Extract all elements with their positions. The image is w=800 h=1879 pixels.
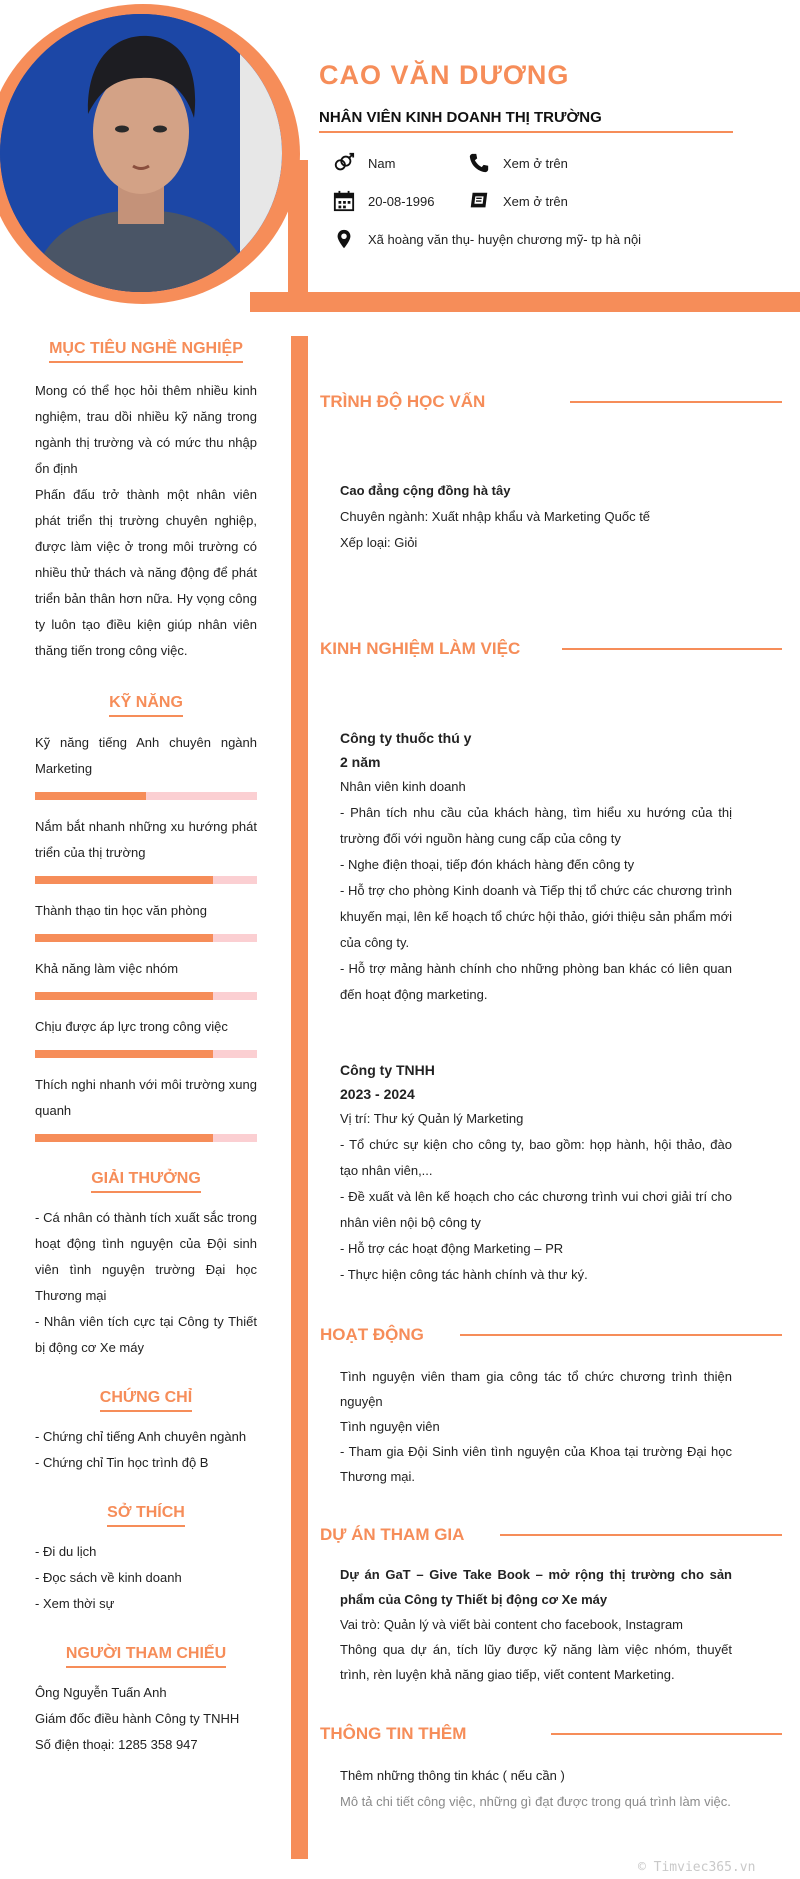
skill-bar bbox=[35, 1050, 257, 1058]
education-body bbox=[340, 478, 732, 556]
job-title-underline bbox=[319, 131, 733, 133]
job-position: Nhân viên kinh doanh bbox=[340, 779, 466, 794]
experience-header bbox=[320, 639, 782, 659]
hobby-line: - Đi du lịch bbox=[35, 1544, 97, 1559]
skill-label: Thích nghi nhanh với môi trường xung quanh bbox=[35, 1077, 257, 1118]
skill-label: Khả năng làm việc nhóm bbox=[35, 961, 179, 976]
job-position: Vị trí: Thư ký Quản lý Marketing bbox=[340, 1111, 524, 1126]
activities-body bbox=[340, 1364, 732, 1489]
skill-label: Thành thạo tin học văn phòng bbox=[35, 903, 208, 918]
job-duty: - Thực hiện công tác hành chính và thư ký. bbox=[340, 1267, 588, 1282]
avatar bbox=[0, 14, 282, 292]
email-icon bbox=[467, 189, 491, 213]
hobby-line: - Đọc sách về kinh doanh bbox=[35, 1570, 182, 1585]
skill-bar-fill bbox=[35, 792, 146, 800]
education-major: Chuyên ngành: Xuất nhập khẩu và Marketing Quốc tế bbox=[340, 509, 651, 524]
skills-section bbox=[35, 694, 257, 1142]
awards-heading: GIẢI THƯỞNG bbox=[91, 1170, 201, 1193]
watermark: © Timviec365.vn bbox=[638, 1860, 756, 1875]
projects-heading: DỰ ÁN THAM GIA bbox=[320, 1525, 465, 1544]
job-duty: - Hỗ trợ các hoạt động Marketing – PR bbox=[340, 1241, 564, 1256]
hobbies-section bbox=[35, 1504, 257, 1617]
skill-label: Nắm bắt nhanh những xu hướng phát triển của thị trường bbox=[35, 819, 257, 860]
school-name: Cao đẳng cộng đồng hà tây bbox=[340, 483, 511, 498]
additional-description: Mô tả chi tiết công việc, những gì đạt được trong quá trình làm việc. bbox=[340, 1794, 731, 1809]
hobby-line: - Xem thời sự bbox=[35, 1596, 115, 1611]
company-name: Công ty thuốc thú y bbox=[340, 730, 472, 746]
header-accent-vertical bbox=[288, 160, 308, 300]
job-title: NHÂN VIÊN KINH DOANH THỊ TRƯỜNG bbox=[319, 109, 602, 126]
skill-bar-fill bbox=[35, 992, 213, 1000]
birthday-value: 20-08-1996 bbox=[368, 193, 435, 209]
awards-section bbox=[35, 1170, 257, 1361]
certificate-line: - Chứng chỉ tiếng Anh chuyên ngành bbox=[35, 1429, 247, 1444]
job-duty: - Đề xuất và lên kế hoạch cho các chương trình vui chơi giải trí cho nhân viên nội bộ công ty bbox=[340, 1189, 732, 1230]
additional-line: Thêm những thông tin khác ( nếu cần ) bbox=[340, 1768, 565, 1783]
activities-rule bbox=[460, 1334, 782, 1336]
job-duty: - Tổ chức sự kiện cho công ty, bao gồm: họp hành, hội thảo, đào tạo nhân viên,... bbox=[340, 1137, 732, 1178]
project-result: Thông qua dự án, tích lũy được kỹ năng làm việc nhóm, thuyết trình, rèn luyện khả năng giao tiếp, viết content Marketing. bbox=[340, 1642, 732, 1682]
skill-bar bbox=[35, 992, 257, 1000]
hobbies-heading: SỞ THÍCH bbox=[107, 1504, 185, 1527]
activity-line: Tình nguyện viên bbox=[340, 1419, 440, 1434]
birthday-row bbox=[332, 189, 435, 213]
objective-paragraph: Phấn đấu trở thành một nhân viên phát triển thị trường chuyên nghiệp, được làm việc ở trong môi trường có nhiều thử thách và năng động để phát triển bản thân hơn nữa. Hy vọng công ty luôn tạo điều kiện giúp nhân viên thăng tiến trong công việc. bbox=[35, 487, 257, 658]
skill-bar-fill bbox=[35, 934, 213, 942]
gender-icon bbox=[332, 151, 356, 175]
education-header bbox=[320, 392, 782, 412]
job-period: 2 năm bbox=[340, 754, 381, 770]
project-name: Dự án GaT – Give Take Book – mở rộng thị trường cho sản phẩm của Công ty Thiết bị động cơ Xe máy bbox=[340, 1567, 732, 1607]
column-divider bbox=[291, 336, 308, 1859]
experience-heading: KINH NGHIỆM LÀM VIỆC bbox=[320, 639, 521, 658]
job-duty: - Hỗ trợ mảng hành chính cho những phòng ban khác có liên quan đến hoạt động marketing. bbox=[340, 961, 732, 1002]
education-rule bbox=[570, 401, 782, 403]
experience-rule bbox=[562, 648, 782, 650]
candidate-name: CAO VĂN DƯƠNG bbox=[319, 60, 570, 90]
additional-rule bbox=[551, 1733, 782, 1735]
phone-value: Xem ở trên bbox=[503, 155, 568, 171]
award-line: - Cá nhân có thành tích xuất sắc trong hoạt động tình nguyện của Đội sinh viên tình nguyện trường Đại học Thương mại bbox=[35, 1210, 257, 1303]
project-role: Vai trò: Quản lý và viết bài content cho facebook, Instagram bbox=[340, 1617, 684, 1632]
portrait-photo bbox=[0, 14, 282, 292]
certificates-section bbox=[35, 1389, 257, 1476]
email-value: Xem ở trên bbox=[503, 193, 568, 209]
skill-bar bbox=[35, 1134, 257, 1142]
left-column bbox=[35, 340, 257, 1758]
objective-heading: MỤC TIÊU NGHỀ NGHIỆP bbox=[49, 340, 243, 363]
skill-label: Kỹ năng tiếng Anh chuyên ngành Marketing bbox=[35, 735, 257, 776]
phone-icon bbox=[467, 151, 491, 175]
activity-line: - Tham gia Đội Sinh viên tình nguyện của Khoa tại trường Đại học Thương mại. bbox=[340, 1444, 732, 1484]
reference-line: Số điện thoại: 1285 358 947 bbox=[35, 1737, 198, 1752]
activities-header bbox=[320, 1325, 782, 1345]
award-line: - Nhân viên tích cực tại Công ty Thiết bị động cơ Xe máy bbox=[35, 1314, 257, 1355]
references-section bbox=[35, 1645, 257, 1758]
experience-job bbox=[340, 726, 732, 1008]
company-name: Công ty TNHH bbox=[340, 1062, 435, 1078]
additional-body bbox=[340, 1763, 732, 1815]
skill-label: Chịu được áp lực trong công việc bbox=[35, 1019, 228, 1034]
gender-value: Nam bbox=[368, 155, 396, 171]
job-duty: - Hỗ trợ cho phòng Kinh doanh và Tiếp thị tổ chức các chương trình khuyến mại, lên kế hoạch tổ chức hội thảo, giới thiệu sản phẩm mới của công ty. bbox=[340, 883, 732, 950]
reference-line: Giám đốc điều hành Công ty TNHH bbox=[35, 1711, 240, 1726]
job-duty: - Nghe điện thoại, tiếp đón khách hàng đến công ty bbox=[340, 857, 635, 872]
skills-heading: KỸ NĂNG bbox=[109, 694, 183, 717]
calendar-icon bbox=[332, 189, 356, 213]
address-row bbox=[332, 227, 641, 251]
activities-heading: HOẠT ĐỘNG bbox=[320, 1325, 424, 1344]
header-accent-horizontal bbox=[250, 292, 800, 312]
certificate-line: - Chứng chỉ Tin học trình độ B bbox=[35, 1455, 209, 1470]
reference-line: Ông Nguyễn Tuấn Anh bbox=[35, 1685, 167, 1700]
additional-heading: THÔNG TIN THÊM bbox=[320, 1724, 467, 1743]
phone-row bbox=[467, 151, 568, 175]
projects-header bbox=[320, 1525, 782, 1545]
location-icon bbox=[332, 227, 356, 251]
education-grade: Xếp loại: Giỏi bbox=[340, 535, 418, 550]
address-value: Xã hoàng văn thụ- huyện chương mỹ- tp hà nội bbox=[368, 231, 642, 247]
projects-body bbox=[340, 1562, 732, 1687]
skill-bar-fill bbox=[35, 876, 213, 884]
activity-line: Tình nguyện viên tham gia công tác tổ chức chương trình thiện nguyện bbox=[340, 1369, 732, 1409]
skill-bar-fill bbox=[35, 1134, 213, 1142]
skill-bar bbox=[35, 876, 257, 884]
email-row bbox=[467, 189, 568, 213]
skill-bar bbox=[35, 792, 257, 800]
job-duty: - Phân tích nhu cầu của khách hàng, tìm hiểu xu hướng của thị trường đối với nguồn hàng cung cấp của công ty bbox=[340, 805, 732, 846]
education-heading: TRÌNH ĐỘ HỌC VẤN bbox=[320, 392, 486, 411]
skill-bar-fill bbox=[35, 1050, 213, 1058]
objective-section bbox=[35, 340, 257, 664]
job-period: 2023 - 2024 bbox=[340, 1086, 415, 1102]
references-heading: NGƯỜI THAM CHIẾU bbox=[66, 1645, 226, 1668]
certificates-heading: CHỨNG CHỈ bbox=[100, 1389, 192, 1412]
skill-bar bbox=[35, 934, 257, 942]
gender-row bbox=[332, 151, 395, 175]
experience-job bbox=[340, 1058, 732, 1288]
projects-rule bbox=[500, 1534, 782, 1536]
objective-paragraph: Mong có thể học hỏi thêm nhiều kinh nghiệm, trau dồi nhiều kỹ năng trong ngành thị trường và có mức thu nhập ổn định bbox=[35, 383, 257, 476]
additional-header bbox=[320, 1724, 782, 1744]
